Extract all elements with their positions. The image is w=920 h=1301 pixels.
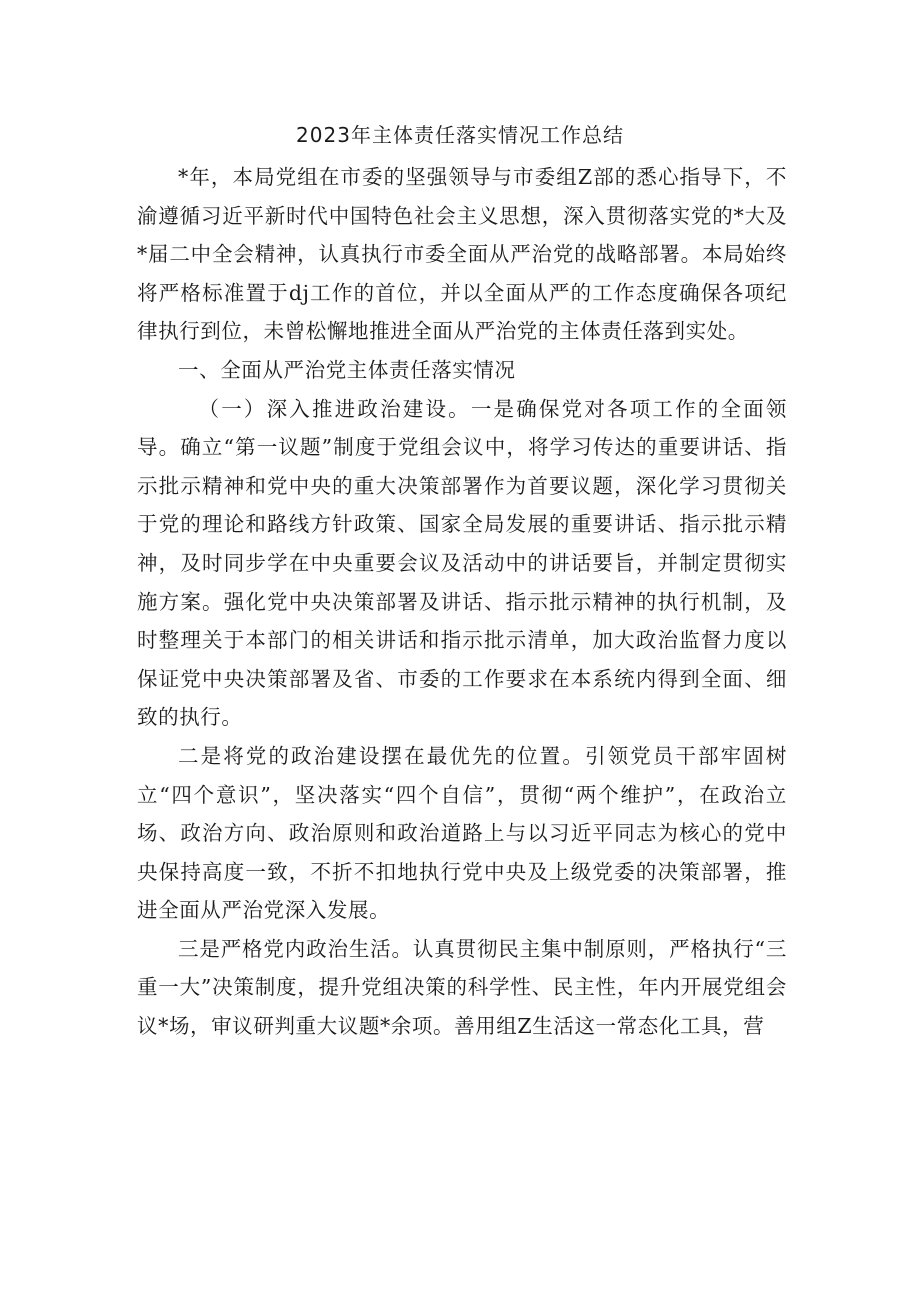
paragraph-political-construction: （一）深入推进政治建设。一是确保党对各项工作的全面领导。确立“第一议题”制度于党组会议中，将学习传达的重要讲话、指示批示精神和党中央的重大决策部署作为首要议题，深化学习贯彻关于党的理论和路线方针政策、国家全局发展的重要讲话、指示批示精神，及时同步学在中央重要会议及活动中的讲话要旨，并制定贯彻实施方案。强化党中央决策部署及讲话、指示批示精神的执行机制，及时整理关于本部门的相关讲话和指示批示清单，加大政治监督力度以保证党中央决策部署及省、市委的工作要求在本系统内得到全面、细致的执行。 (137, 396, 787, 730)
section-heading: 一、全面从严治党主体责任落实情况 (178, 357, 516, 382)
paragraph-intro: *年，本局党组在市委的坚强领导与市委组Z部的悉心指导下，不渝遵循习近平新时代中国特色社会主义思想，深入贯彻落实党的*大及*届二中全会精神，认真执行市委全面从严治党的战略部署。本局始终将严格标准置于dj工作的首位，并以全面从严的工作态度确保各项纪律执行到位，未曾松懈地推进全面从严治党的主体责任落到实处。 (137, 165, 787, 344)
document-body (137, 158, 787, 1046)
document-title: 2023年主体责任落实情况工作总结 (296, 123, 624, 147)
paragraph-third-point: 三是严格党内政治生活。认真贯彻民主集中制原则，严格执行“三重一大”决策制度，提升党组决策的科学性、民主性，年内开展党组会议*场，审议研判重大议题*余项。善用组Z生活这一常态化工具，营 (137, 936, 787, 1039)
paragraph-second-point: 二是将党的政治建设摆在最优先的位置。引领党员干部牢固树立“四个意识”，坚决落实“四个自信”，贯彻“两个维护”，在政治立场、政治方向、政治原则和政治道路上与以习近平同志为核心的党中央保持高度一致，不折不扣地执行党中央及上级党委的决策部署，推进全面从严治党深入发展。 (137, 743, 787, 923)
